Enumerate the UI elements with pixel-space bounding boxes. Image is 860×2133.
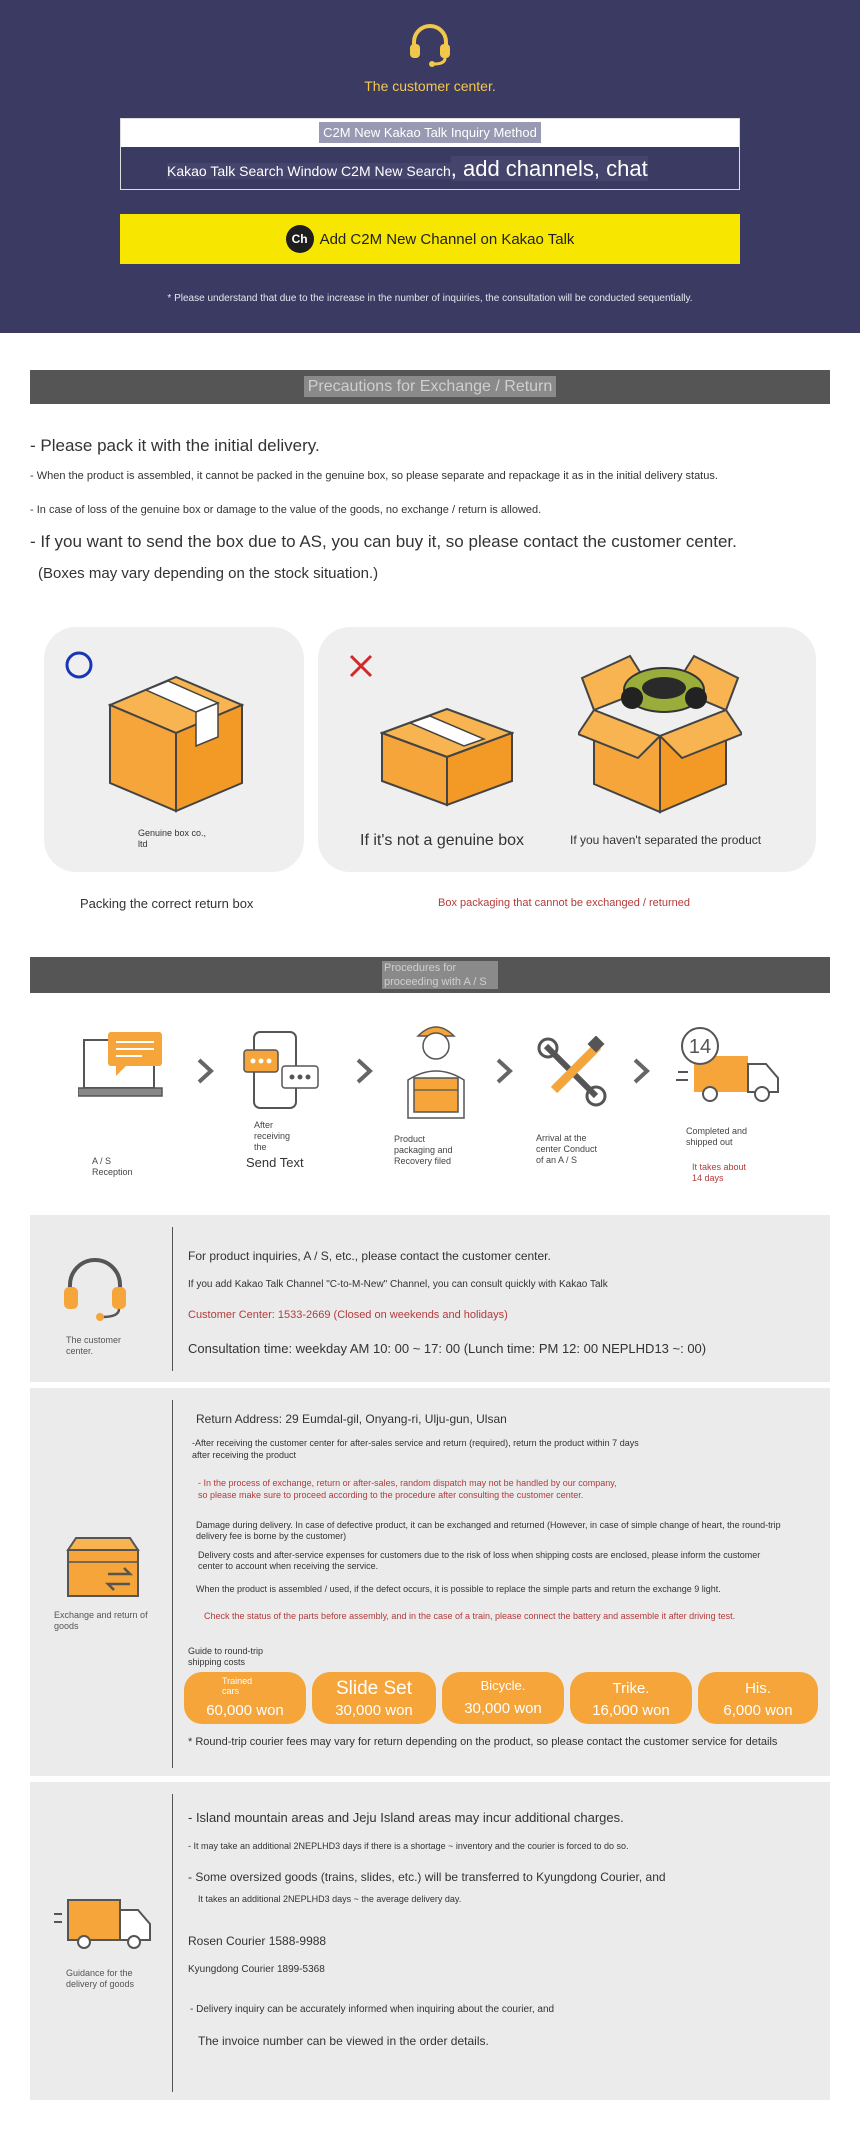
courier-contact: Kyungdong Courier 1899-5368 (188, 1964, 325, 1975)
laptop-chat-icon (78, 1032, 170, 1100)
chevron-right-icon (631, 1056, 653, 1086)
not-separated-label: If you haven't separated the product (570, 833, 762, 847)
delivery-worker-icon (400, 1018, 472, 1120)
header-title: The customer center. (364, 78, 496, 94)
shipping-item-name: Slide Set (335, 1678, 413, 1699)
info-line: delivery fee is borne by the customer) (196, 1531, 347, 1541)
step-label: Completed and shipped out (686, 1126, 748, 1147)
inquiry-method-title: C2M New Kakao Talk Inquiry Method (319, 122, 541, 143)
shipping-item-price: 30,000 won (335, 1702, 413, 1719)
headset-icon (408, 22, 452, 68)
chevron-right-icon (494, 1056, 516, 1086)
delivery-guidance-block (30, 1782, 830, 2100)
days-badge: 14 (688, 1036, 712, 1058)
shipping-item-name: Trike. (612, 1680, 650, 1697)
step-label: Product packaging and Recovery filed (394, 1134, 453, 1166)
wrong-box-caption: Box packaging that cannot be exchanged / returned (438, 897, 690, 909)
info-line: - It may take an additional 2NEPLHD3 days if there is a shortage ~ inventory and the courier is forced to do so. (188, 1841, 629, 1851)
not-genuine-label: If it's not a genuine box (360, 832, 525, 849)
genuine-box-icon (108, 665, 244, 813)
shipping-cost-pill (184, 1672, 306, 1724)
kakao-channel-icon: Ch (286, 225, 314, 253)
icon-caption: Exchange and return of goods (54, 1610, 148, 1631)
shipping-item-price: 16,000 won (592, 1702, 670, 1719)
procedure-title: Procedures for proceeding with A / S (382, 961, 498, 989)
shipping-item-price: 6,000 won (723, 1702, 793, 1719)
chevron-right-icon (195, 1056, 217, 1086)
shipping-cost-pill (570, 1672, 692, 1724)
info-line: - Some oversized goods (trains, slides, etc.) will be transferred to Kyungdong Courier, and (188, 1870, 666, 1884)
shipping-cost-pill (442, 1672, 564, 1724)
shipping-cost-pill (698, 1672, 818, 1724)
shipping-cost-pill (312, 1672, 436, 1724)
genuine-box-label: Genuine box co., ltd (138, 828, 207, 849)
info-line: If you add Kakao Talk Channel "C-to-M-New" Channel, you can consult quickly with Kakao Talk (188, 1279, 608, 1290)
delivery-truck-icon (54, 1896, 154, 1950)
info-line: For product inquiries, A / S, etc., please contact the customer center. (188, 1249, 551, 1263)
customer-center-phone: Customer Center: 1533-2669 (Closed on weekends and holidays) (188, 1309, 508, 1321)
icon-caption: The customer center. (66, 1335, 122, 1356)
info-line: -After receiving the customer center for after-sales service and return (required), return the product within 7 days (192, 1438, 639, 1448)
shipping-item-price: 60,000 won (206, 1702, 284, 1719)
customer-center-block (30, 1215, 830, 1382)
precaution-line: - If you want to send the box due to AS, you can buy it, so please contact the customer center. (30, 532, 737, 551)
add-kakao-channel-label: Add C2M New Channel on Kakao Talk (319, 230, 575, 248)
headset-icon (62, 1255, 128, 1325)
step-label: Arrival at the center Conduct of an A / S (536, 1133, 598, 1165)
info-line: The invoice number can be viewed in the order details. (198, 2034, 489, 2048)
plain-box-icon (380, 705, 514, 807)
info-line: after receiving the product (192, 1450, 297, 1460)
warning-line: Check the status of the parts before assembly, and in the case of a train, please connect the battery and assemble it after driving test. (204, 1611, 736, 1621)
search-instruction: Kakao Talk Search Window C2M New Search (167, 163, 451, 179)
wrong-x-icon (347, 652, 375, 680)
info-line: It takes an additional 2NEPLHD3 days ~ the average delivery day. (198, 1894, 462, 1904)
info-line: - Island mountain areas and Jeju Island areas may incur additional charges. (188, 1810, 624, 1825)
correct-box-caption: Packing the correct return box (80, 896, 254, 911)
shipping-item-price: 30,000 won (464, 1700, 542, 1717)
step-note: It takes about 14 days (692, 1162, 747, 1183)
shipping-footnote: * Round-trip courier fees may vary for return depending on the product, so please contact the customer service for details (188, 1736, 778, 1748)
shipping-item-name: Bicycle. (480, 1678, 526, 1693)
tools-icon (536, 1036, 608, 1108)
info-line: - Delivery inquiry can be accurately informed when inquiring about the courier, and (190, 2004, 555, 2015)
precautions-title: Precautions for Exchange / Return (304, 376, 557, 397)
precaution-line: (Boxes may vary depending on the stock situation.) (38, 565, 379, 582)
precaution-line: - Please pack it with the initial delivery. (30, 436, 320, 455)
step-label: A / S Reception (92, 1156, 133, 1177)
send-text-label: Send Text (246, 1155, 304, 1170)
chevron-right-icon (354, 1056, 376, 1086)
phone-chat-icon (240, 1030, 324, 1112)
shipping-guide-title: shipping costs (188, 1657, 246, 1667)
shipping-item-name: Trained cars (222, 1676, 253, 1696)
info-line: center to account when receiving the service. (198, 1561, 379, 1571)
warning-line: so please make sure to proceed according to the procedure after consulting the customer center. (198, 1490, 584, 1500)
truck-icon (676, 1026, 780, 1104)
courier-contact: Rosen Courier 1588-9988 (188, 1934, 327, 1948)
icon-caption: Guidance for the delivery of goods (66, 1968, 135, 1989)
box-exchange-icon (66, 1536, 142, 1600)
shipping-guide-title: Guide to round-trip (188, 1646, 264, 1656)
open-box-with-car-icon (578, 648, 742, 814)
return-address: Return Address: 29 Eumdal-gil, Onyang-ri, Ulju-gun, Ulsan (196, 1412, 507, 1426)
info-line: Damage during delivery. In case of defective product, it can be exchanged and returned (However, in case of simple change of heart, the round-trip (196, 1520, 781, 1530)
precautions-bar (30, 370, 830, 404)
header (0, 0, 860, 333)
procedure-bar (30, 957, 830, 993)
consultation-note: * Please understand that due to the increase in the number of inquiries, the consultation will be conducted sequentially. (167, 293, 693, 304)
inquiry-method-box (120, 118, 740, 190)
warning-line: - In the process of exchange, return or after-sales, random dispatch may not be handled by our company, (198, 1478, 617, 1488)
precaution-line: - In case of loss of the genuine box or damage to the value of the goods, no exchange / return is allowed. (30, 504, 542, 516)
add-kakao-channel-button[interactable] (120, 214, 740, 264)
info-line: When the product is assembled / used, if the defect occurs, it is possible to replace the simple parts and return the exchange 9 light. (196, 1584, 721, 1594)
step-label: After receiving the (254, 1120, 291, 1152)
correct-circle-icon (64, 650, 94, 680)
search-instruction-suffix: , add channels, chat (450, 156, 648, 181)
info-line: Delivery costs and after-service expenses for customers due to the risk of loss when shipping costs are enclosed, please inform the customer (198, 1550, 761, 1560)
shipping-item-name: His. (745, 1680, 771, 1697)
precaution-line: - When the product is assembled, it cannot be packed in the genuine box, so please separate and repackage it as in the initial delivery status. (30, 470, 718, 482)
consultation-hours: Consultation time: weekday AM 10: 00 ~ 17: 00 (Lunch time: PM 12: 00 NEPLHD13 ~: 00) (188, 1341, 707, 1356)
